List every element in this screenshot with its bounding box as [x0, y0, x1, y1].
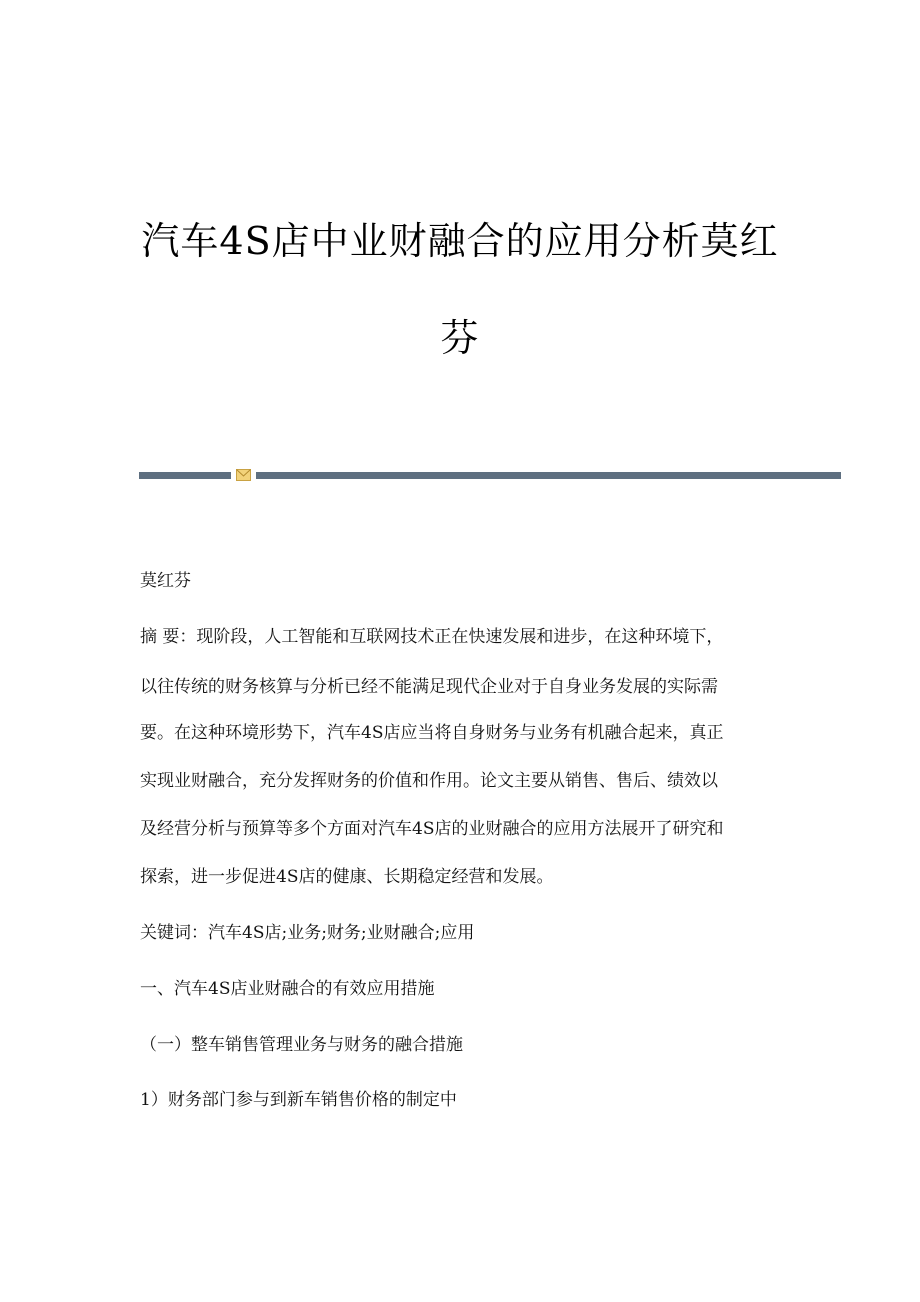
author-name: 莫红芬: [140, 571, 191, 591]
abstract-line: 摘 要：现阶段，人工智能和互联网技术正在快速发展和进步，在这种环境下，: [140, 627, 724, 647]
section-heading-1: 一、汽车4S店业财融合的有效应用措施: [140, 979, 435, 999]
section-heading-3: 1）财务部门参与到新车销售价格的制定中: [140, 1090, 457, 1110]
divider-bar-right: [256, 472, 841, 479]
envelope-icon: [236, 469, 251, 481]
abstract-line: 要。在这种环境形势下，汽车4S店应当将自身财务与业务有机融合起来，真正: [140, 723, 724, 743]
document-title-line-1: 汽车4S店中业财融合的应用分析莫红: [141, 219, 779, 263]
keywords-line: 关键词：汽车4S店;业务;财务;业财融合;应用: [140, 923, 475, 943]
abstract-line: 实现业财融合，充分发挥财务的价值和作用。论文主要从销售、售后、绩效以: [140, 771, 718, 791]
abstract-line: 以往传统的财务核算与分析已经不能满足现代企业对于自身业务发展的实际需: [140, 677, 718, 697]
title-divider: [139, 468, 841, 482]
divider-bar-left: [139, 472, 231, 479]
abstract-line: 及经营分析与预算等多个方面对汽车4S店的业财融合的应用方法展开了研究和: [140, 819, 724, 839]
document-title-line-2: 芬: [440, 316, 480, 360]
abstract-line: 探索，进一步促进4S店的健康、长期稳定经营和发展。: [140, 867, 554, 887]
section-heading-2: （一）整车销售管理业务与财务的融合措施: [140, 1035, 463, 1055]
